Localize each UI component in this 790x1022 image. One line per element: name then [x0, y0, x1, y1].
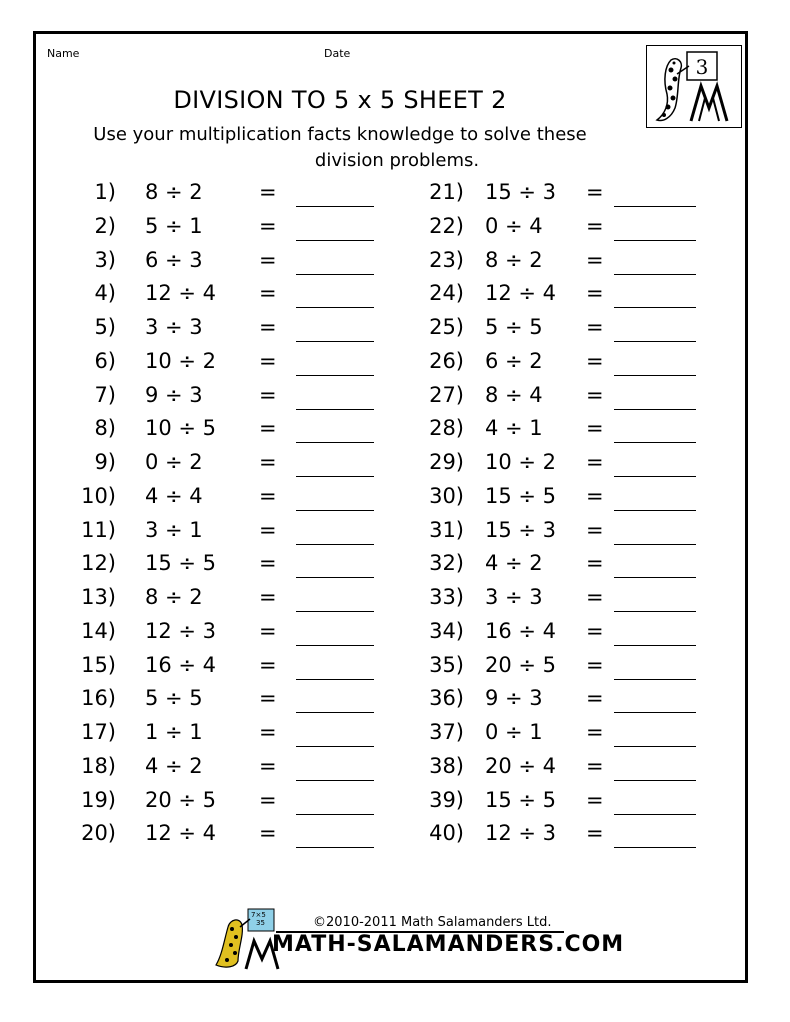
problem-number: 22) [429, 214, 464, 238]
answer-blank[interactable] [614, 645, 696, 646]
answer-blank[interactable] [296, 240, 374, 241]
answer-blank[interactable] [614, 206, 696, 207]
equals-sign: = [259, 383, 277, 407]
problem-number: 10) [81, 484, 116, 508]
problem-number: 9) [94, 450, 116, 474]
answer-blank[interactable] [296, 274, 374, 275]
answer-blank[interactable] [614, 375, 696, 376]
problem-expression: 0 ÷ 4 [485, 214, 543, 238]
answer-blank[interactable] [614, 544, 696, 545]
problem-expression: 5 ÷ 5 [485, 315, 543, 339]
answer-blank[interactable] [614, 847, 696, 848]
problem-number: 2) [94, 214, 116, 238]
equals-sign: = [586, 619, 604, 643]
answer-blank[interactable] [614, 510, 696, 511]
problem-expression: 4 ÷ 2 [145, 754, 203, 778]
problem-expression: 10 ÷ 5 [145, 416, 217, 440]
footer-badge-line-1: 7×5 [251, 911, 266, 919]
equals-sign: = [586, 585, 604, 609]
problem-number: 7) [94, 383, 116, 407]
problem-number: 30) [429, 484, 464, 508]
answer-blank[interactable] [614, 341, 696, 342]
problem-number: 3) [94, 248, 116, 272]
equals-sign: = [259, 619, 277, 643]
problem-number: 1) [94, 180, 116, 204]
equals-sign: = [259, 214, 277, 238]
instructions-line-2: division problems. [314, 150, 480, 171]
problem-number: 14) [81, 619, 116, 643]
name-label: Name [47, 47, 80, 60]
answer-blank[interactable] [296, 375, 374, 376]
answer-blank[interactable] [296, 409, 374, 410]
answer-blank[interactable] [296, 746, 374, 747]
problem-expression: 15 ÷ 5 [485, 788, 557, 812]
copyright-text: ©2010-2011 Math Salamanders Ltd. [313, 915, 552, 930]
equals-sign: = [259, 484, 277, 508]
problem-expression: 0 ÷ 1 [485, 720, 543, 744]
problem-expression: 12 ÷ 4 [485, 281, 557, 305]
problem-expression: 16 ÷ 4 [485, 619, 557, 643]
problem-expression: 3 ÷ 3 [145, 315, 203, 339]
problem-expression: 4 ÷ 1 [485, 416, 543, 440]
worksheet-title: DIVISION TO 5 x 5 SHEET 2 [173, 86, 507, 114]
problem-number: 19) [81, 788, 116, 812]
equals-sign: = [586, 821, 604, 845]
answer-blank[interactable] [614, 442, 696, 443]
answer-blank[interactable] [614, 409, 696, 410]
problem-number: 8) [94, 416, 116, 440]
answer-blank[interactable] [296, 206, 374, 207]
equals-sign: = [586, 720, 604, 744]
equals-sign: = [586, 788, 604, 812]
problem-number: 33) [429, 585, 464, 609]
equals-sign: = [586, 248, 604, 272]
equals-sign: = [259, 653, 277, 677]
problem-expression: 10 ÷ 2 [145, 349, 217, 373]
problem-expression: 15 ÷ 5 [145, 551, 217, 575]
problem-number: 17) [81, 720, 116, 744]
answer-blank[interactable] [614, 476, 696, 477]
equals-sign: = [586, 518, 604, 542]
problem-number: 32) [429, 551, 464, 575]
problem-expression: 3 ÷ 1 [145, 518, 203, 542]
problem-expression: 9 ÷ 3 [145, 383, 203, 407]
equals-sign: = [586, 653, 604, 677]
worksheet-border [33, 31, 748, 983]
answer-blank[interactable] [614, 780, 696, 781]
equals-sign: = [586, 416, 604, 440]
problem-number: 18) [81, 754, 116, 778]
problem-number: 21) [429, 180, 464, 204]
equals-sign: = [259, 551, 277, 575]
equals-sign: = [259, 180, 277, 204]
problem-expression: 4 ÷ 2 [485, 551, 543, 575]
answer-blank[interactable] [296, 712, 374, 713]
problem-number: 27) [429, 383, 464, 407]
problem-expression: 4 ÷ 4 [145, 484, 203, 508]
answer-blank[interactable] [614, 814, 696, 815]
problem-number: 34) [429, 619, 464, 643]
answer-blank[interactable] [296, 577, 374, 578]
answer-blank[interactable] [296, 307, 374, 308]
footer-rule [276, 931, 564, 933]
equals-sign: = [586, 551, 604, 575]
website-link[interactable]: MATH-SALAMANDERS.COM [272, 932, 625, 957]
problem-number: 23) [429, 248, 464, 272]
problem-expression: 6 ÷ 3 [145, 248, 203, 272]
logo-grade-number: 3 [695, 55, 709, 79]
problem-expression: 12 ÷ 4 [145, 281, 217, 305]
problem-expression: 3 ÷ 3 [485, 585, 543, 609]
equals-sign: = [259, 349, 277, 373]
equals-sign: = [586, 484, 604, 508]
answer-blank[interactable] [296, 814, 374, 815]
problem-number: 29) [429, 450, 464, 474]
equals-sign: = [259, 788, 277, 812]
equals-sign: = [586, 281, 604, 305]
problem-number: 39) [429, 788, 464, 812]
answer-blank[interactable] [296, 544, 374, 545]
answer-blank[interactable] [296, 611, 374, 612]
problem-number: 15) [81, 653, 116, 677]
problem-number: 16) [81, 686, 116, 710]
problem-number: 35) [429, 653, 464, 677]
problem-expression: 8 ÷ 2 [485, 248, 543, 272]
answer-blank[interactable] [296, 679, 374, 680]
answer-blank[interactable] [614, 679, 696, 680]
problem-expression: 9 ÷ 3 [485, 686, 543, 710]
problem-expression: 12 ÷ 3 [145, 619, 217, 643]
footer-badge-line-2: 35 [256, 919, 265, 927]
problem-number: 6) [94, 349, 116, 373]
problem-number: 37) [429, 720, 464, 744]
problem-number: 31) [429, 518, 464, 542]
date-label: Date [324, 47, 351, 60]
answer-blank[interactable] [614, 746, 696, 747]
equals-sign: = [586, 315, 604, 339]
equals-sign: = [259, 248, 277, 272]
problem-number: 24) [429, 281, 464, 305]
problem-expression: 15 ÷ 5 [485, 484, 557, 508]
problem-number: 4) [94, 281, 116, 305]
equals-sign: = [259, 518, 277, 542]
problem-number: 28) [429, 416, 464, 440]
problem-expression: 12 ÷ 3 [485, 821, 557, 845]
problem-expression: 20 ÷ 5 [145, 788, 217, 812]
equals-sign: = [586, 349, 604, 373]
equals-sign: = [586, 754, 604, 778]
equals-sign: = [586, 686, 604, 710]
problem-number: 26) [429, 349, 464, 373]
equals-sign: = [259, 754, 277, 778]
answer-blank[interactable] [614, 712, 696, 713]
problem-expression: 15 ÷ 3 [485, 518, 557, 542]
problem-number: 38) [429, 754, 464, 778]
equals-sign: = [259, 585, 277, 609]
equals-sign: = [259, 281, 277, 305]
equals-sign: = [586, 214, 604, 238]
answer-blank[interactable] [614, 611, 696, 612]
problem-expression: 8 ÷ 2 [145, 180, 203, 204]
answer-blank[interactable] [614, 274, 696, 275]
problem-number: 25) [429, 315, 464, 339]
problem-expression: 5 ÷ 5 [145, 686, 203, 710]
problem-expression: 8 ÷ 2 [145, 585, 203, 609]
answer-blank[interactable] [296, 645, 374, 646]
problem-expression: 12 ÷ 4 [145, 821, 217, 845]
problem-expression: 1 ÷ 1 [145, 720, 203, 744]
instructions-line-1: Use your multiplication facts knowledge to solve these [93, 124, 587, 145]
equals-sign: = [259, 821, 277, 845]
problem-expression: 0 ÷ 2 [145, 450, 203, 474]
answer-blank[interactable] [296, 442, 374, 443]
problem-number: 13) [81, 585, 116, 609]
problem-number: 36) [429, 686, 464, 710]
problem-number: 12) [81, 551, 116, 575]
equals-sign: = [586, 383, 604, 407]
answer-blank[interactable] [296, 510, 374, 511]
problem-expression: 15 ÷ 3 [485, 180, 557, 204]
problem-number: 40) [429, 821, 464, 845]
equals-sign: = [259, 416, 277, 440]
answer-blank[interactable] [296, 341, 374, 342]
answer-blank[interactable] [296, 847, 374, 848]
answer-blank[interactable] [614, 577, 696, 578]
equals-sign: = [259, 720, 277, 744]
problem-expression: 16 ÷ 4 [145, 653, 217, 677]
answer-blank[interactable] [614, 307, 696, 308]
answer-blank[interactable] [296, 476, 374, 477]
equals-sign: = [586, 180, 604, 204]
equals-sign: = [259, 686, 277, 710]
answer-blank[interactable] [614, 240, 696, 241]
problem-expression: 5 ÷ 1 [145, 214, 203, 238]
equals-sign: = [586, 450, 604, 474]
problem-expression: 6 ÷ 2 [485, 349, 543, 373]
problem-expression: 8 ÷ 4 [485, 383, 543, 407]
problem-number: 5) [94, 315, 116, 339]
problem-expression: 20 ÷ 5 [485, 653, 557, 677]
equals-sign: = [259, 450, 277, 474]
equals-sign: = [259, 315, 277, 339]
problem-expression: 10 ÷ 2 [485, 450, 557, 474]
problem-number: 20) [81, 821, 116, 845]
problem-expression: 20 ÷ 4 [485, 754, 557, 778]
answer-blank[interactable] [296, 780, 374, 781]
problem-number: 11) [81, 518, 116, 542]
